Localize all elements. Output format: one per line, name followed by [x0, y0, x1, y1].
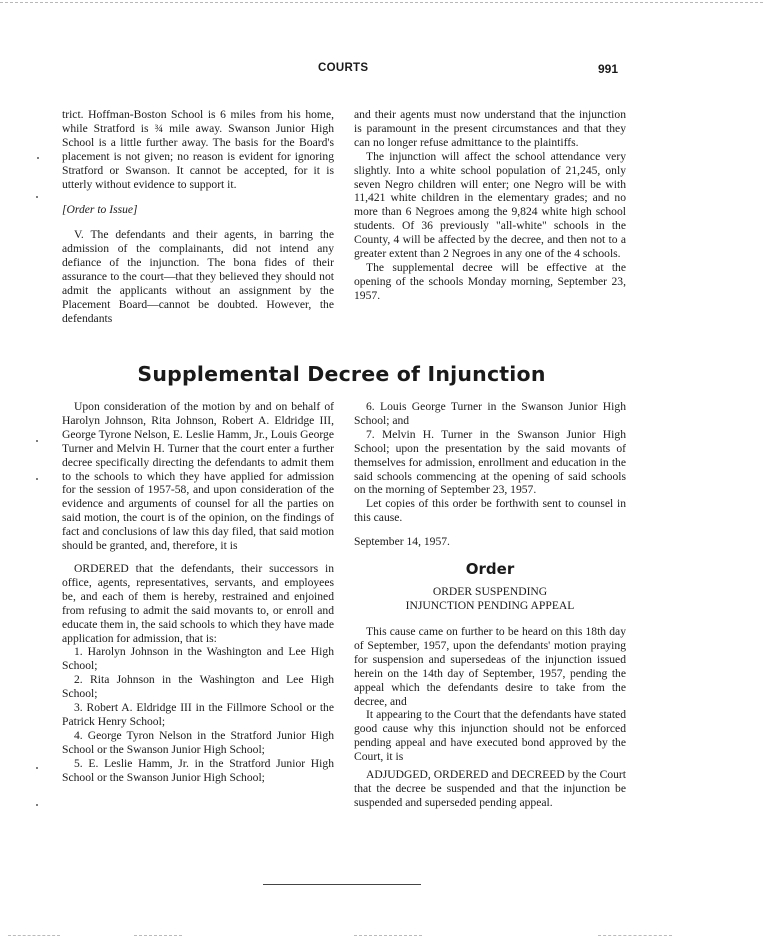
paragraph-good-cause: It appearing to the Court that the defendants have stated good cause why this injunction should not be enforced pending appeal and have executed bond approved by the Court, it is [354, 708, 626, 764]
list-item: 1. Harolyn Johnson in the Washington and Lee High School; [62, 645, 334, 673]
order-subheading-line-2: INJUNCTION PENDING APPEAL [405, 598, 575, 612]
scan-speck [37, 157, 39, 159]
column-bottom-left [62, 400, 334, 784]
column-bottom-right [354, 400, 626, 810]
scan-border-bottom [598, 935, 672, 936]
paragraph-copies: Let copies of this order be forthwith sent to counsel in this cause. [354, 497, 626, 525]
decree-date: September 14, 1957. [354, 535, 450, 549]
paragraph-ordered: ORDERED that the defendants, their successors in office, agents, representatives, servants, and employees be, and each of them is hereby, restrained and enjoined from refusing to admit the said movants to, or enroll and educate them in, the said schools to which they have made application for admission, that is: [62, 561, 334, 645]
scan-border-bottom [354, 935, 422, 936]
list-item: 2. Rita Johnson in the Washington and Lee High School; [62, 673, 334, 701]
scan-speck [36, 804, 38, 806]
paragraph-cause-heard: This cause came on further to be heard on this 18th day of September, 1957, upon the defendants' motion praying for suspension and supersedeas of the injunction issued herein on the 14th day of September, 1957, pending the appeal which the defendants desire to take from the decree, and [354, 624, 626, 708]
scan-speck [36, 440, 38, 442]
paragraph-effective-date: The supplemental decree will be effective at the opening of the schools Monday morning, September 23, 1957. [354, 260, 626, 302]
scan-border-bottom [134, 935, 182, 936]
scan-border-bottom [8, 935, 60, 936]
running-head: COURTS [318, 62, 369, 74]
column-top-right [354, 108, 626, 303]
scan-speck [36, 478, 38, 480]
order-heading: Order [465, 560, 515, 579]
scan-border-top [0, 2, 763, 3]
paragraph-attendance: The injunction will affect the school attendance very slightly. Into a white school population of 21,245, only seven Negro children will enter; one Negro will be with 11,421 white children in the elementary grades; and no more than 6 Negroes among the 9,824 white high school students. Of 36 previously "all-white" schools in the County, 4 will be affected by the decree, and then not to a greater extent than 2 Negroes in any one of the 4 schools. [354, 149, 626, 261]
paragraph-defendants: V. The defendants and their agents, in barring the admission of the complainants, did not intend any defiance of the injunction. The bona fides of their assurance to the court—that they believed they should not admit the applicants without an assignment by the Placement Board—cannot be doubted. However, the defendants [62, 228, 334, 325]
list-item: 5. E. Leslie Hamm, Jr. in the Stratford Junior High School or the Swanson Junior High School; [62, 756, 334, 784]
order-subheading-line-1: ORDER SUSPENDING [432, 584, 548, 598]
list-item: 3. Robert A. Eldridge III in the Fillmore School or the Patrick Henry School; [62, 701, 334, 728]
list-item: 7. Melvin H. Turner in the Swanson Junior High School; upon the presentation by the said movants of themselves for admission, enrollment and education in the said schools commencing at the opening of said schools on the morning of September 23, 1957. [354, 427, 626, 497]
paragraph-adjudged: ADJUDGED, ORDERED and DECREED by the Court that the decree be suspended and that the injunction be suspended and superseded pending appeal. [354, 768, 626, 809]
list-item: 6. Louis George Turner in the Swanson Junior High School; and [354, 400, 626, 427]
decree-title: Supplemental Decree of Injunction [137, 362, 546, 386]
order-subheading [354, 585, 626, 613]
scan-speck [36, 767, 38, 769]
end-rule [263, 884, 421, 885]
list-item: 4. George Tyron Nelson in the Stratford Junior High School or the Swanson Junior High School; [62, 728, 334, 756]
scan-speck [36, 196, 38, 198]
paragraph-injunction-paramount: and their agents must now understand that the injunction is paramount in the present circumstances and that they can no longer refuse admittance to the plaintiffs. [354, 108, 626, 149]
paragraph-motion: Upon consideration of the motion by and on behalf of Harolyn Johnson, Rita Johnson, Robert A. Eldridge III, George Tyrone Nelson, E. Leslie Hamm, Jr., Louis George Turner and Melvin H. Turner that the court enter a further decree specifically directing the defendants to admit them to the schools to which they have applied for admission for the session of 1957-58, and upon consideration of the evidence and arguments of counsel for all the parties on said motion, the court is of the opinion, on the findings of fact and conclusions of law this day filed, that said motion should be granted, and, therefore, it is [62, 400, 334, 553]
column-top-left [62, 108, 334, 326]
paragraph-placement: trict. Hoffman-Boston School is 6 miles from his home, while Stratford is ¾ mile away. Swanson Junior High School is a little further away. The basis for the Board's placement is not given; no reason is evident for ignoring Stratford or Swanson. It cannot be accepted, for it is utterly without evidence to support it. [62, 108, 334, 191]
section-heading-order-to-issue: [Order to Issue] [62, 203, 138, 217]
page-number: 991 [598, 62, 619, 76]
